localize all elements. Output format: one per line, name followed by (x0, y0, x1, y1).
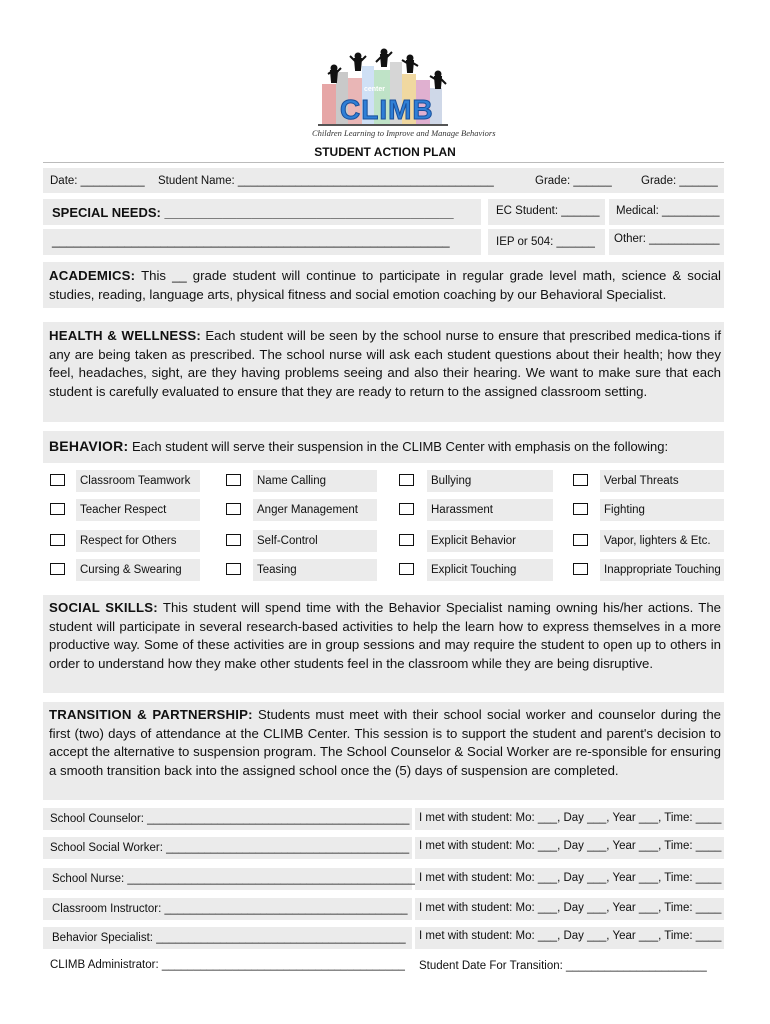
social-worker-meeting-field[interactable]: I met with student: Mo: ___, Day ___, Year ___, Time: ____ (419, 840, 722, 852)
behavior-checkbox[interactable] (573, 534, 588, 546)
transition-heading: TRANSITION & PARTNERSHIP: (49, 707, 253, 722)
social-heading: SOCIAL SKILLS: (49, 600, 158, 615)
grade-field-2[interactable]: Grade: ______ (641, 175, 718, 187)
behavior-checkbox[interactable] (50, 534, 65, 546)
behavior-item-label: Respect for Others (76, 530, 200, 552)
behavior-item-label: Teasing (253, 559, 377, 581)
classroom-instructor-field[interactable]: Classroom Instructor: ______________________________________ (52, 903, 408, 915)
academics-heading: ACADEMICS: (49, 268, 136, 283)
behavior-checkbox[interactable] (226, 563, 241, 575)
behavior-checkbox[interactable] (226, 474, 241, 486)
academics-section (49, 267, 721, 304)
academics-text: This __ grade student will continue to participate in regular grade level math, science & social studies, reading, language arts, physical fitness and social emotion coaching by our Behavioral Specialist. (49, 268, 721, 302)
health-heading: HEALTH & WELLNESS: (49, 328, 202, 343)
behavior-checkbox[interactable] (50, 503, 65, 515)
specialist-meeting-field[interactable]: I met with student: Mo: ___, Day ___, Year ___, Time: ____ (419, 930, 722, 942)
behavior-item-label: Bullying (427, 470, 553, 492)
instructor-meeting-field[interactable]: I met with student: Mo: ___, Day ___, Year ___, Time: ____ (419, 902, 722, 914)
health-text: Each student will be seen by the school nurse to ensure that prescribed medica-tions if any are being taken as prescribed. The school nurse will ask each student questions about their health; how they feel, headaches, sight, are they having problems seeing and also their hearing. We want to make sure that each student is carefully evaluated to ensure that they are ready to return to the assigned classroom setting. (49, 328, 721, 399)
behavior-checkbox[interactable] (399, 563, 414, 575)
behavior-item-label: Inappropriate Touching (600, 559, 724, 581)
iep-field[interactable]: IEP or 504: ______ (496, 236, 595, 248)
behavior-checkbox[interactable] (399, 503, 414, 515)
behavior-item-label: Classroom Teamwork (76, 470, 200, 492)
behavior-checkbox[interactable] (50, 563, 65, 575)
transition-text: Students must meet with their school social worker and counselor during the first (two) days of attendance at the CLIMB Center. This session is to support the student and parent's decision to accept the alternative to suspension program. The School Counselor & Social Worker are re-sponsible for ensuring a smooth transition back into the assigned school once the (5) days of suspension are completed. (49, 707, 722, 778)
behavior-item-label: Fighting (600, 499, 724, 521)
behavior-item-label: Harassment (427, 499, 553, 521)
special-needs-field[interactable]: SPECIAL NEEDS: ________________________________________ (52, 205, 454, 220)
other-field[interactable]: Other: ___________ (614, 233, 720, 245)
behavior-item-label: Self-Control (253, 530, 377, 552)
behavior-heading: BEHAVIOR: (49, 438, 129, 454)
behavior-checkbox[interactable] (226, 534, 241, 546)
transition-section (49, 706, 721, 780)
behavior-checkbox[interactable] (573, 503, 588, 515)
behavior-item-label: Teacher Respect (76, 499, 200, 521)
behavior-item-label: Name Calling (253, 470, 377, 492)
school-counselor-field[interactable]: School Counselor: _________________________________________ (50, 813, 410, 825)
logo-tagline: Children Learning to Improve and Manage Behaviors (312, 128, 496, 138)
health-section (49, 327, 721, 401)
social-text: This student will spend time with the Behavior Specialist naming owning his/her actions. The student will participate in several research-based activities to help the learn how to express themselves in a more productive way. Some of these activities are in group sessions and may require the student to open up to others in order to understand how they make other students feel in the classroom while they are being disruptive. (49, 600, 721, 671)
form-title: STUDENT ACTION PLAN (314, 145, 456, 159)
behavior-checkbox[interactable] (50, 474, 65, 486)
behavior-item-label: Explicit Behavior (427, 530, 553, 552)
nurse-meeting-field[interactable]: I met with student: Mo: ___, Day ___, Year ___, Time: ____ (419, 872, 722, 884)
ec-student-field[interactable]: EC Student: ______ (496, 205, 600, 217)
medical-field[interactable]: Medical: _________ (616, 205, 720, 217)
behavior-checkbox[interactable] (399, 534, 414, 546)
behavior-specialist-field[interactable]: Behavior Specialist: _______________________________________ (52, 932, 406, 944)
logo-wordmark: CLIMB (340, 94, 434, 125)
behavior-checkbox[interactable] (226, 503, 241, 515)
behavior-item-label: Anger Management (253, 499, 377, 521)
special-needs-line2[interactable]: _______________________________________________________ (52, 233, 450, 248)
behavior-checkbox[interactable] (573, 474, 588, 486)
behavior-item-label: Verbal Threats (600, 470, 724, 492)
date-field[interactable]: Date: __________ (50, 175, 145, 187)
behavior-item-label: Cursing & Swearing (76, 559, 200, 581)
grade-field-1[interactable]: Grade: ______ (535, 175, 612, 187)
social-worker-field[interactable]: School Social Worker: ______________________________________ (50, 842, 410, 854)
behavior-checkbox[interactable] (399, 474, 414, 486)
student-name-field[interactable]: Student Name: ________________________________________ (158, 175, 494, 187)
school-nurse-field[interactable]: School Nurse: _____________________________________________ (52, 873, 416, 885)
counselor-meeting-field[interactable]: I met with student: Mo: ___, Day ___, Year ___, Time: ____ (419, 812, 722, 824)
climb-administrator-field[interactable]: CLIMB Administrator: ______________________________________ (50, 959, 405, 971)
behavior-text: Each student will serve their suspension in the CLIMB Center with emphasis on the following: (131, 439, 669, 454)
logo-small-word: center (364, 86, 386, 93)
transition-date-field[interactable]: Student Date For Transition: ______________________ (419, 960, 707, 972)
behavior-item-label: Vapor, lighters & Etc. (600, 530, 724, 552)
behavior-section (49, 437, 721, 457)
behavior-item-label: Explicit Touching (427, 559, 553, 581)
social-section (49, 599, 721, 673)
behavior-checkbox[interactable] (573, 563, 588, 575)
title-rule (43, 162, 724, 163)
